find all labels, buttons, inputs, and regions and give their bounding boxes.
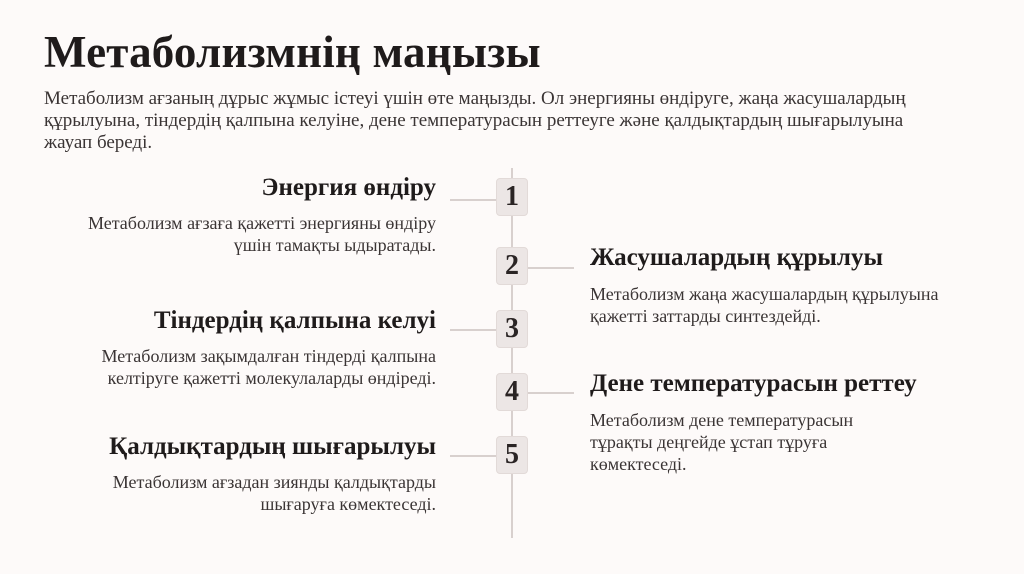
- item-text-2: Метаболизм жаңа жасушалардың құрылуына қажетті заттарды синтездейді.: [590, 284, 939, 326]
- intro-paragraph: Метаболизм ағзаның дұрыс жұмыс істеуі үшін өте маңызды. Ол энергияны өндіруге, жаңа жасушалардың құрылуына, тіндердің қалпына келуіне, дене температурасын реттеуге және қалдықтардың шығарылуына жауап береді.: [44, 88, 906, 153]
- step-number-5: 5: [496, 436, 528, 474]
- timeline-axis: [511, 168, 513, 538]
- item-text-1: Метаболизм ағзаға қажетті энергияны өндіру үшін тамақты ыдыратады.: [87, 213, 436, 255]
- connector-2: [528, 267, 574, 269]
- step-number-2: 2: [496, 247, 528, 285]
- connector-3: [450, 329, 496, 331]
- item-text-4: Метаболизм дене температурасын тұрақты деңгейде ұстап тұруға көмектеседі.: [590, 410, 854, 474]
- step-number-4: 4: [496, 373, 528, 411]
- item-text-3: Метаболизм зақымдалған тіндерді қалпына келтіруге қажетті молекулаларды өндіреді.: [101, 346, 436, 388]
- item-text-5: Метаболизм ағзадан зиянды қалдықтарды шығаруға көмектеседі.: [112, 472, 436, 514]
- item-title-3: Тіндердің қалпына келуі: [153, 307, 436, 334]
- connector-1: [450, 199, 496, 201]
- connector-5: [450, 455, 496, 457]
- step-number-1: 1: [496, 178, 528, 216]
- item-title-1: Энергия өндіру: [261, 174, 436, 201]
- step-number-3: 3: [496, 310, 528, 348]
- connector-4: [528, 392, 574, 394]
- item-title-4: Дене температурасын реттеу: [590, 370, 917, 397]
- page-title: Метаболизмнің маңызы: [44, 27, 541, 77]
- item-title-2: Жасушалардың құрылуы: [590, 244, 883, 271]
- item-title-5: Қалдықтардың шығарылуы: [109, 433, 436, 460]
